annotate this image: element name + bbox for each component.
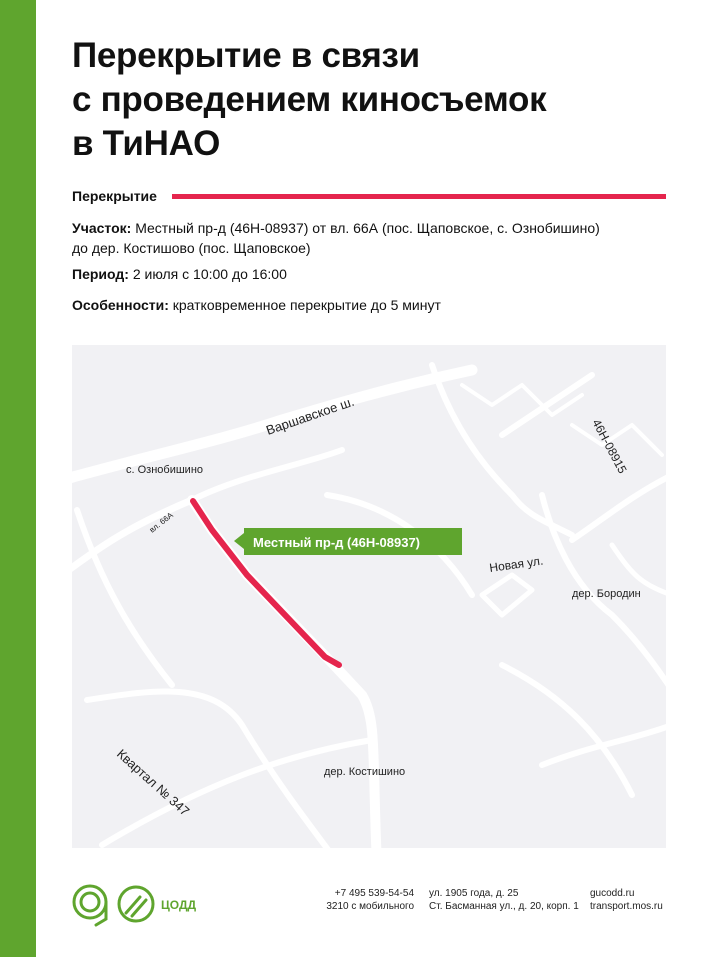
segment-line-1: Местный пр-д (46Н-08937) от вл. 66А (пос. Щаповское, с. Ознобишино) bbox=[135, 220, 600, 236]
section-divider bbox=[172, 194, 666, 199]
footer-websites bbox=[590, 887, 663, 913]
features-info bbox=[72, 295, 672, 315]
phone-line-2: 3210 с мобильного bbox=[326, 901, 414, 912]
map-callout bbox=[234, 528, 462, 555]
footer-addresses bbox=[429, 887, 579, 913]
closure-map bbox=[72, 345, 666, 848]
address-line-1: ул. 1905 года, д. 25 bbox=[429, 888, 519, 899]
map-label-borodin: дер. Бородин bbox=[572, 588, 641, 600]
features-label: Особенности: bbox=[72, 297, 169, 313]
site-link-1[interactable]: gucodd.ru bbox=[590, 888, 635, 899]
period-info bbox=[72, 264, 672, 284]
phone-line-1: +7 495 539-54-54 bbox=[334, 888, 414, 899]
period-label: Период: bbox=[72, 266, 129, 282]
map-label-oznobishino: с. Ознобишино bbox=[126, 464, 204, 476]
period-value: 2 июля с 10:00 до 16:00 bbox=[132, 266, 287, 282]
section-label: Перекрытие bbox=[72, 188, 157, 204]
callout-text: Местный пр-д (46Н-08937) bbox=[253, 535, 421, 550]
map-label-vl66a: вл. 66А bbox=[147, 510, 175, 535]
features-value: кратковременное перекрытие до 5 минут bbox=[172, 297, 441, 313]
title-line-3: в ТиНАО bbox=[72, 124, 221, 163]
footer-phones bbox=[322, 887, 414, 913]
map-label-novaya: Новая ул. bbox=[488, 553, 545, 575]
segment-info bbox=[72, 218, 672, 258]
map-canvas bbox=[72, 345, 666, 848]
address-line-2: Ст. Басманная ул., д. 20, корп. 1 bbox=[429, 901, 579, 912]
segment-line-2: до дер. Костишово (пос. Щаповское) bbox=[72, 240, 311, 256]
site-link-2[interactable]: transport.mos.ru bbox=[590, 901, 663, 912]
title-line-2: с проведением киносъемок bbox=[72, 80, 547, 119]
title-line-1: Перекрытие в связи bbox=[72, 36, 420, 75]
side-accent-bar bbox=[0, 0, 36, 957]
page-title bbox=[72, 34, 692, 166]
logo-text: ЦОДД bbox=[161, 898, 197, 912]
map-label-46n08915: 46Н-08915 bbox=[589, 416, 630, 476]
map-label-varshavskoe: Варшавское ш. bbox=[264, 393, 356, 438]
segment-label: Участок: bbox=[72, 220, 132, 236]
map-label-kostishino: дер. Костишино bbox=[324, 766, 406, 778]
codd-logo-mark bbox=[70, 883, 200, 927]
map-label-kvartal: Квартал № 347 bbox=[113, 746, 193, 819]
callout-pointer bbox=[234, 533, 244, 549]
codd-logo bbox=[70, 883, 200, 932]
